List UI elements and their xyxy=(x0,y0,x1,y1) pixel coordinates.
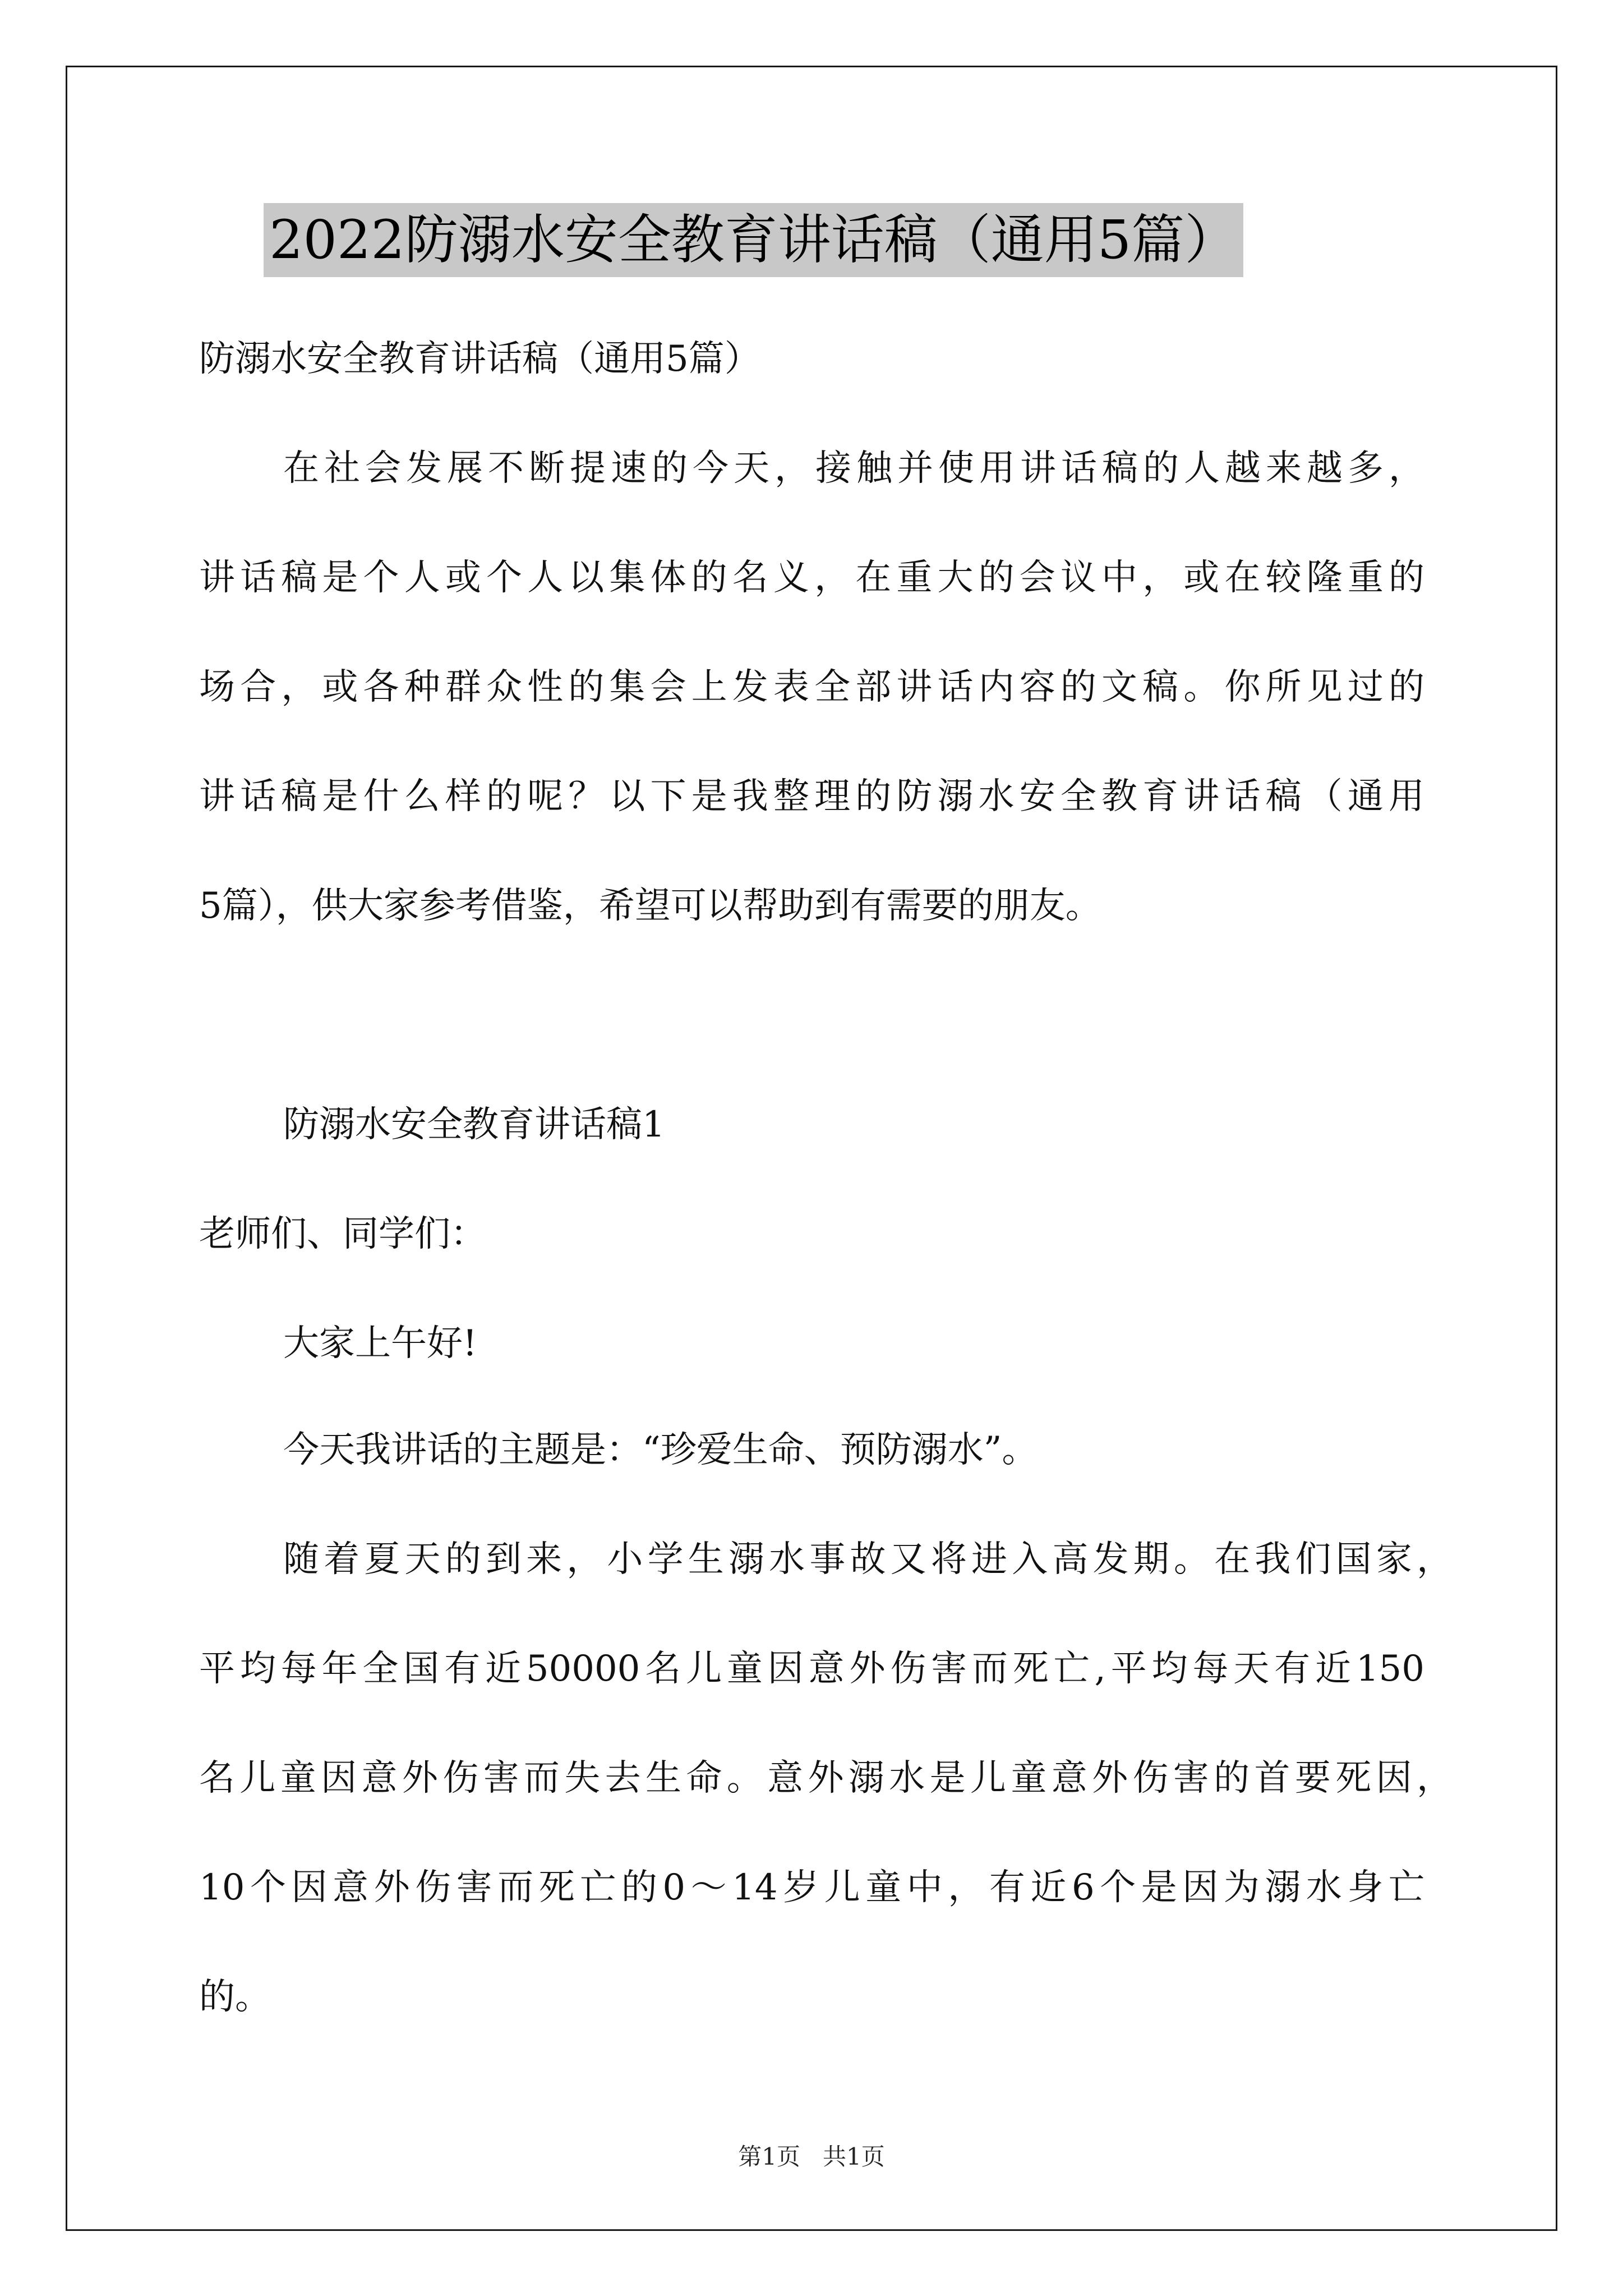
page-number-footer: 第1页 共1页 xyxy=(738,2143,885,2170)
topic-line: 今天我讲话的主题是：“珍爱生命、预防溺水”。 xyxy=(283,1429,1038,1471)
body-paragraph-line: 平均每年全国有近50000名儿童因意外伤害而死亡,平均每天有近150 xyxy=(199,1648,1424,1690)
body-paragraph-line: 的。 xyxy=(199,1976,271,2018)
intro-paragraph-line: 讲话稿是个人或个人以集体的名义，在重大的会议中，或在较隆重的 xyxy=(199,557,1424,599)
body-paragraph-line: 名儿童因意外伤害而失去生命。意外溺水是儿童意外伤害的首要死因， xyxy=(199,1757,1453,1799)
body-paragraph-line: 随着夏天的到来，小学生溺水事故又将进入高发期。在我们国家， xyxy=(283,1539,1453,1580)
intro-paragraph-line: 场合，或各种群众性的集会上发表全部讲话内容的文稿。你所见过的 xyxy=(199,666,1424,708)
section-heading: 防溺水安全教育讲话稿1 xyxy=(283,1104,665,1145)
body-paragraph-line: 10个因意外伤害而死亡的0～14岁儿童中，有近6个是因为溺水身亡 xyxy=(199,1867,1424,1908)
salutation: 老师们、同学们： xyxy=(199,1213,486,1255)
document-subtitle: 防溺水安全教育讲话稿（通用5篇） xyxy=(199,338,760,380)
intro-paragraph-line: 在社会发展不断提速的今天，接触并使用讲话稿的人越来越多， xyxy=(283,448,1424,489)
intro-paragraph-line: 讲话稿是什么样的呢？以下是我整理的防溺水安全教育讲话稿（通用 xyxy=(199,776,1424,817)
greeting: 大家上午好! xyxy=(283,1323,477,1364)
document-title: 2022防溺水安全教育讲话稿（通用5篇） xyxy=(264,203,1243,277)
intro-paragraph-line: 5篇），供大家参考借鉴，希望可以帮助到有需要的朋友。 xyxy=(199,885,1101,927)
